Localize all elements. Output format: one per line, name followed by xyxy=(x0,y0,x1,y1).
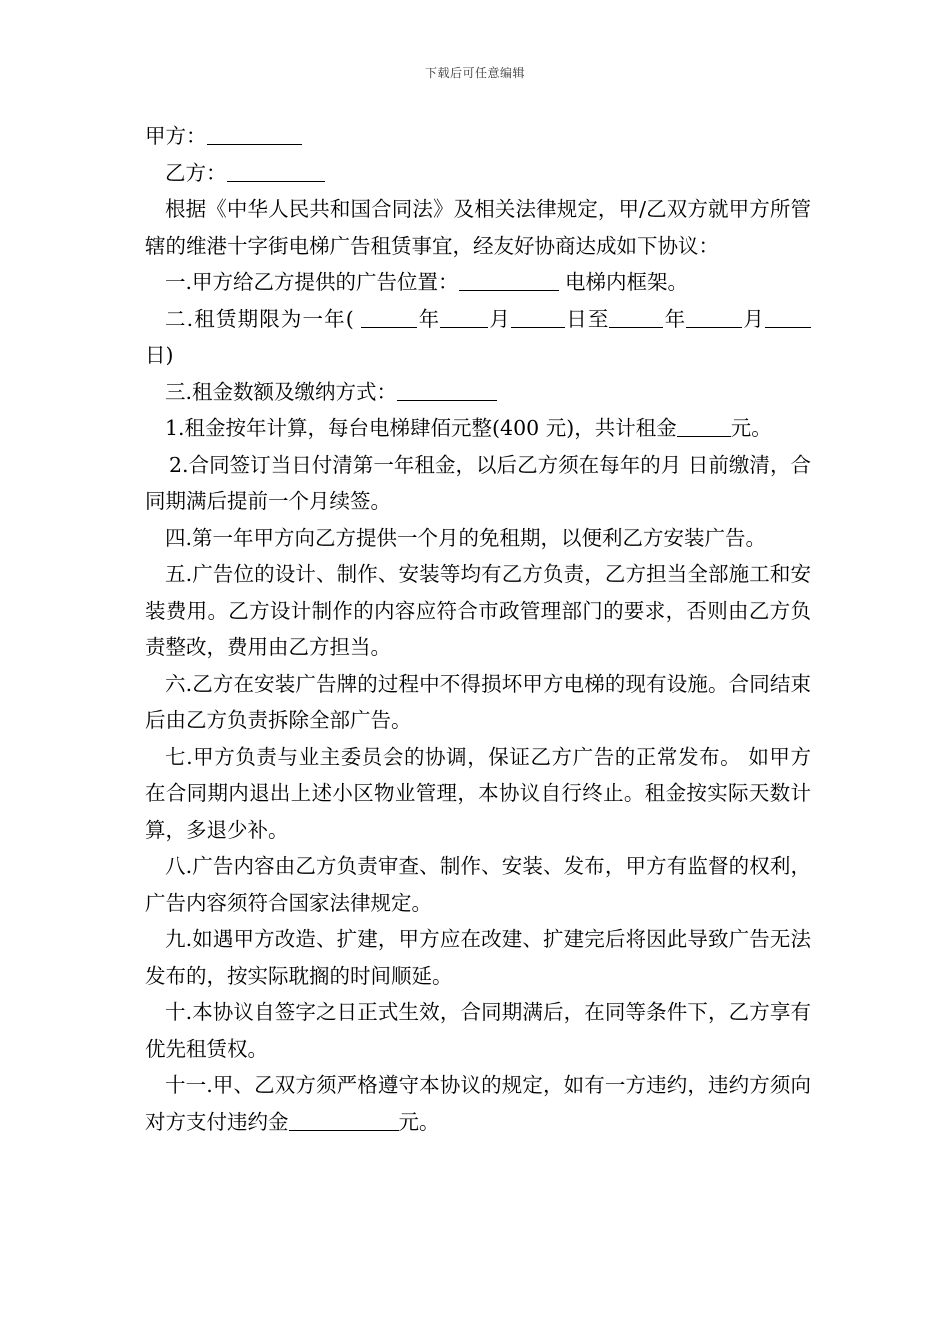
end-day-label: 日) xyxy=(145,343,174,367)
clause-3 xyxy=(145,374,811,411)
ad-position-blank xyxy=(459,268,559,291)
party-b-label: 乙方： xyxy=(165,160,227,185)
clause-3-item-2: 2.合同签订当日付清第一年租金，以后乙方须在每年的月 日前缴清，合同期满后提前一个月续签。 xyxy=(145,452,811,513)
clause-2-text: 二.租赁期限为一年( xyxy=(165,306,362,331)
clause-2 xyxy=(145,301,811,374)
end-year-blank xyxy=(609,305,663,328)
start-month-label: 月 xyxy=(488,306,512,331)
clause-9: 九.如遇甲方改造、扩建，甲方应在改建、扩建完后将因此导致广告无法发布的，按实际耽搁的时间顺延。 xyxy=(145,927,811,988)
party-a-label: 甲方： xyxy=(145,124,207,148)
payment-method-blank xyxy=(397,378,497,401)
clause-3-item-1-text: 1.租金按年计算，每台电梯肆佰元整(400 元)，共计租金 xyxy=(165,416,677,440)
clause-8: 八.广告内容由乙方负责审查、制作、安装、发布，甲方有监督的权利，广告内容须符合国家法律规定。 xyxy=(145,854,811,915)
party-b-line xyxy=(145,155,811,192)
page-header-note: 下载后可任意编辑 xyxy=(424,66,525,80)
clause-3-item-1-suffix: 元。 xyxy=(730,416,772,440)
end-day-blank-a xyxy=(765,305,791,328)
total-rent-blank xyxy=(677,414,731,437)
clause-1 xyxy=(145,264,811,301)
clause-11-suffix: 元。 xyxy=(398,1109,440,1134)
party-b-blank xyxy=(227,159,325,182)
clause-1-text: 一.甲方给乙方提供的广告位置： xyxy=(165,270,459,294)
clause-5: 五.广告位的设计、制作、安装等均有乙方负责，乙方担当全部施工和安装费用。乙方设计制作的内容应符合市政管理部门的要求，否则由乙方负责整改，费用由乙方担当。 xyxy=(145,562,811,659)
start-year-blank xyxy=(361,305,417,328)
party-a-line xyxy=(145,118,811,155)
clause-3-item-1 xyxy=(145,410,811,447)
start-year-label: 年 xyxy=(417,306,441,331)
intro-paragraph: 根据《中华人民共和国合同法》及相关法律规定，甲/乙双方就甲方所管辖的维港十字街电梯广告租赁事宜，经友好协商达成如下协议： xyxy=(145,197,811,258)
clause-6: 六.乙方在安装广告牌的过程中不得损坏甲方电梯的现有设施。合同结束后由乙方负责拆除全部广告。 xyxy=(145,671,811,732)
end-year-label: 年 xyxy=(663,306,687,331)
start-month-blank xyxy=(440,305,488,328)
clause-11-text: 十一.甲、乙双方须严格遵守本协议的规定，如有一方违约，违约方须向对方支付违约金 xyxy=(145,1073,811,1134)
start-day-blank xyxy=(511,305,565,328)
clause-3-text: 三.租金数额及缴纳方式： xyxy=(165,379,398,404)
penalty-amount-blank xyxy=(289,1108,399,1131)
clause-7: 七.甲方负责与业主委员会的协调，保证乙方广告的正常发布。 如甲方在合同期内退出上述小区物业管理，本协议自行终止。租金按实际天数计算，多退少补。 xyxy=(145,744,811,842)
clause-4: 四.第一年甲方向乙方提供一个月的免租期，以便利乙方安装广告。 xyxy=(165,525,767,550)
clause-11 xyxy=(145,1067,811,1140)
end-month-blank xyxy=(686,305,742,328)
party-a-blank xyxy=(207,122,302,145)
contract-body xyxy=(145,118,811,1140)
start-day-label: 日至 xyxy=(565,306,610,331)
end-month-label: 月 xyxy=(742,306,766,331)
end-day-blank-b xyxy=(791,305,811,328)
clause-10: 十.本协议自签字之日正式生效，合同期满后，在同等条件下，乙方享有优先租赁权。 xyxy=(145,1000,811,1061)
clause-1-suffix: 电梯内框架。 xyxy=(558,270,689,294)
